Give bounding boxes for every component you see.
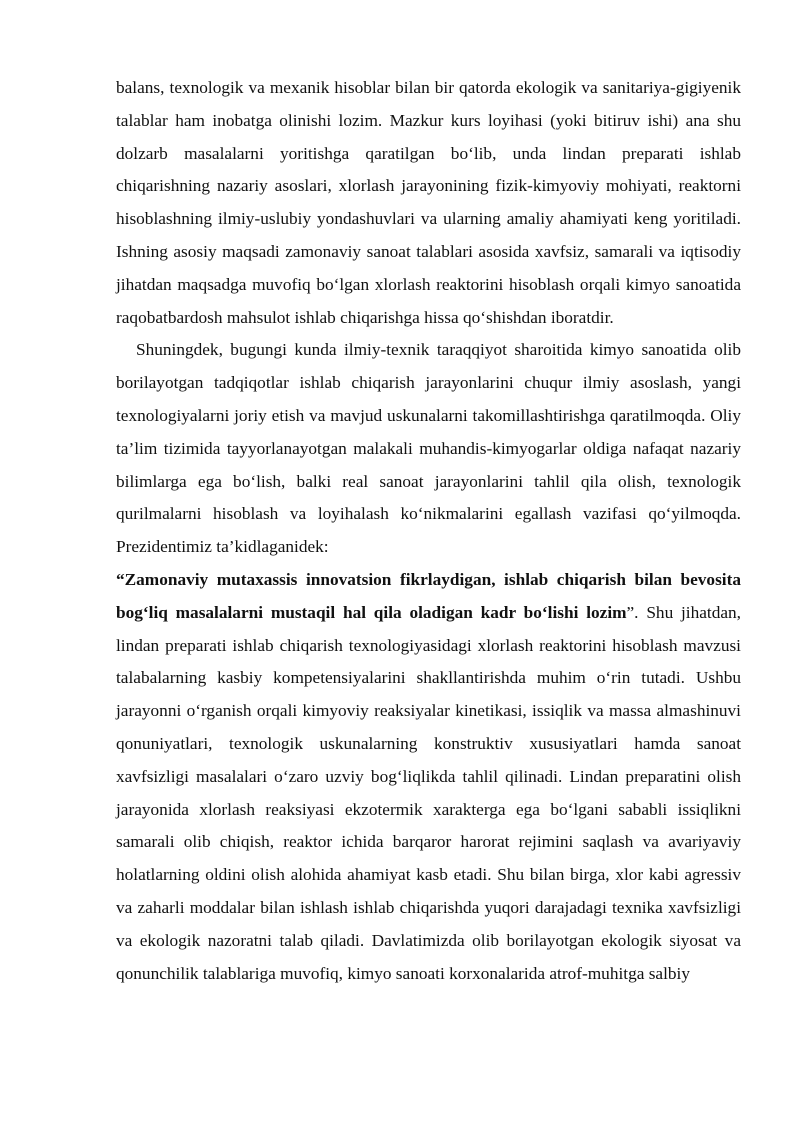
quote-closing-mark: ”.: [626, 602, 639, 622]
body-paragraph-1: balans, texnologik va mexanik hisoblar bilan bir qatorda ekologik va sanitariya-gigiyenik talablar ham inobatga olinishi lozim. Mazkur kurs loyihasi (yoki bitiruv ishi) ana shu dolzarb masalalarni yoritishga qaratilgan bo‘lib, unda lindan preparati ishlab chiqarishning nazariy asoslari, xlorlash jarayonining fizik-kimyoviy mohiyati, reaktorni hisoblashning ilmiy-uslubiy yondashuvlari va ularning amaliy ahamiyati keng yoritiladi. Ishning asosiy maqsadi zamonaviy sanoat talablari asosida xavfsiz, samarali va iqtisodiy jihatdan maqsadga muvofiq bo‘lgan xlorlash reaktorini hisoblash orqali kimyo sanoatida raqobatbardosh mahsulot ishlab chiqarishga hissa qo‘shishdan iboratdir.: [116, 78, 741, 327]
president-quote: “Zamonaviy mutaxassis innovatsion fikrlaydigan, ishlab chiqarish bilan bevosita bog‘liq masalalarni mustaqil hal qila oladigan kadr bo‘lishi lozim: [116, 569, 741, 622]
document-page: [116, 72, 741, 990]
body-paragraph-2: Shuningdek, bugungi kunda ilmiy-texnik taraqqiyot sharoitida kimyo sanoatida olib borilayotgan tadqiqotlar ishlab chiqarish jarayonlarini chuqur ilmiy asoslash, yangi texnologiyalarni joriy etish va mavjud uskunalarni takomillashtirishga qaratilmoqda. Oliy ta’lim tizimida tayyorlanayotgan malakali muhandis-kimyogarlar oldiga nafaqat nazariy bilimlarga ega bo‘lish, balki real sanoat jarayonlarini tahlil qila olish, texnologik qurilmalarni hisoblash va loyihalash ko‘nikmalarini egallash vazifasi qo‘yilmoqda. Prezidentimiz ta’kidlaganidek:: [116, 340, 741, 557]
body-paragraph-3: [116, 564, 741, 990]
body-paragraph-3-text: Shu jihatdan, lindan preparati ishlab chiqarish texnologiyasidagi xlorlash reaktorini hisoblash mavzusi talabalarning kasbiy kompetensiyalarini shakllantirishda muhim o‘rin tutadi. Ushbu jarayonni o‘rganish orqali kimyoviy reaksiyalar kinetikasi, issiqlik va massa almashinuvi qonuniyatlari, texnologik uskunalarning konstruktiv xususiyatlari hamda sanoat xavfsizligi masalalari o‘zaro uzviy bog‘liqlikda tahlil qilinadi. Lindan preparatini olish jarayonida xlorlash reaksiyasi ekzotermik xarakterga ega bo‘lgani sababli issiqlikni samarali olib chiqish, reaktor ichida barqaror harorat rejimini saqlash va avariyaviy holatlarning oldini olish alohida ahamiyat kasb etadi. Shu bilan birga, xlor kabi agressiv va zaharli moddalar bilan ishlash ishlab chiqarishda yuqori darajadagi texnika xavfsizligi va ekologik nazoratni talab qiladi. Davlatimizda olib borilayotgan ekologik siyosat va qonunchilik talablariga muvofiq, kimyo sanoati korxonalarida atrof-muhitga salbiy: [116, 602, 741, 983]
